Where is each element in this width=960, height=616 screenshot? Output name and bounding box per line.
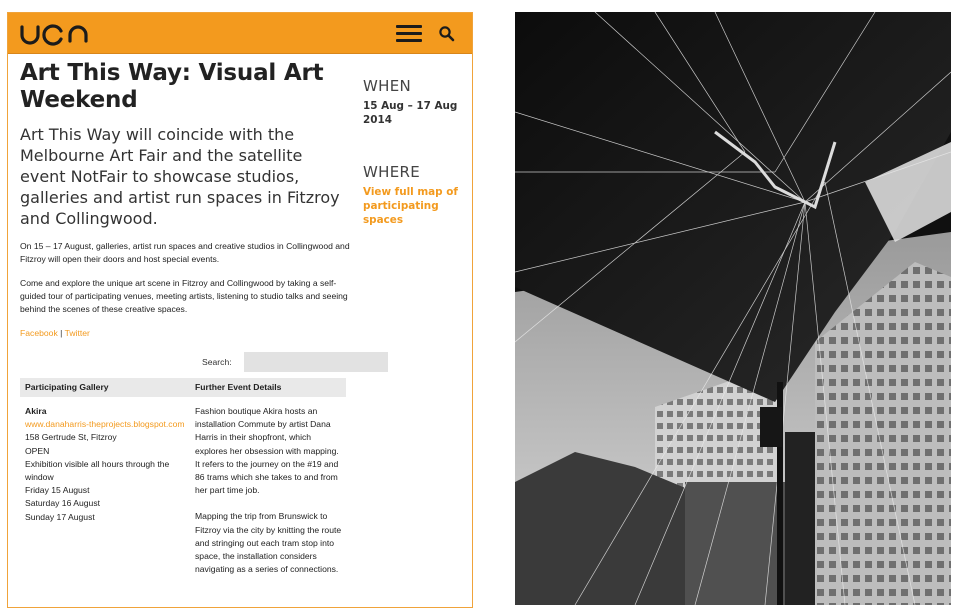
event-sidebar (363, 77, 467, 227)
search-icon[interactable] (438, 25, 456, 43)
when-heading: WHEN (363, 77, 412, 95)
gallery-name: Akira (25, 406, 47, 416)
event-paragraph-1: On 15 – 17 August, galleries, artist run spaces and creative studios in Collingwood and Fitzroy will open their doors and host special events. (20, 241, 350, 264)
gallery-date-3: Sunday 17 August (25, 511, 95, 522)
event-lead: Art This Way will coincide with the Melbourne Art Fair and the satellite event NotFair to showcase studios, galleries and artist run spaces in Fitzroy and Collingwood. (20, 125, 340, 228)
where-heading: WHERE (363, 163, 420, 181)
search-label: Search: (202, 357, 232, 367)
table-row (20, 405, 346, 605)
artwork-photo-illustration (515, 12, 951, 605)
search-input[interactable] (244, 352, 388, 372)
gallery-cell (25, 405, 185, 524)
table-search (20, 352, 376, 372)
view-map-link[interactable]: View full map of participating spaces (363, 186, 458, 226)
gallery-hours: Exhibition visible all hours through the window (25, 458, 170, 483)
gallery-date-1: Friday 15 August (25, 485, 90, 496)
event-paragraph-2: Come and explore the unique art scene in Fitzroy and Collingwood by taking a self-guided tour of participating venues, meeting artists, listening to studio talks and seeing behind the scenes of these creative spaces. (20, 278, 348, 314)
event-page-panel (7, 12, 473, 608)
social-links (20, 328, 350, 338)
gallery-date-2: Saturday 16 August (25, 498, 101, 509)
event-content (20, 57, 350, 338)
twitter-link[interactable]: Twitter (64, 328, 90, 338)
gallery-table (20, 378, 346, 605)
event-title: Art This Way: Visual Art Weekend (20, 60, 324, 113)
when-value: 15 Aug – 17 Aug 2014 (363, 100, 458, 126)
details-paragraph-2: Mapping the trip from Brunswick to Fitzroy via the city by knitting the route and stringing out each tram stop into space, the installation considers navigating as a series of connections. (195, 511, 342, 575)
details-paragraph-1: Fashion boutique Akira hosts an installation Commute by artist Dana Harris in their shopfront, which explores her obsession with mapping. It refers to the journey on the #19 and 86 trams which she takes to and from her part time job. (195, 406, 339, 496)
top-bar (8, 13, 472, 54)
details-cell (195, 405, 345, 576)
facebook-link[interactable]: Facebook (20, 328, 58, 338)
social-separator: | (57, 328, 65, 338)
column-header-details[interactable]: Further Event Details (195, 382, 282, 392)
column-header-gallery[interactable]: Participating Gallery (25, 382, 109, 392)
hamburger-menu-icon[interactable] (396, 25, 422, 43)
gallery-website-link[interactable]: www.danaharris-theprojects.blogspot.com (25, 419, 185, 430)
gallery-status: OPEN (25, 445, 50, 456)
gallery-address: 158 Gertrude St, Fitzroy (25, 432, 117, 443)
table-header (20, 378, 346, 397)
ucn-logo[interactable] (18, 21, 92, 47)
artwork-photo (515, 12, 951, 605)
